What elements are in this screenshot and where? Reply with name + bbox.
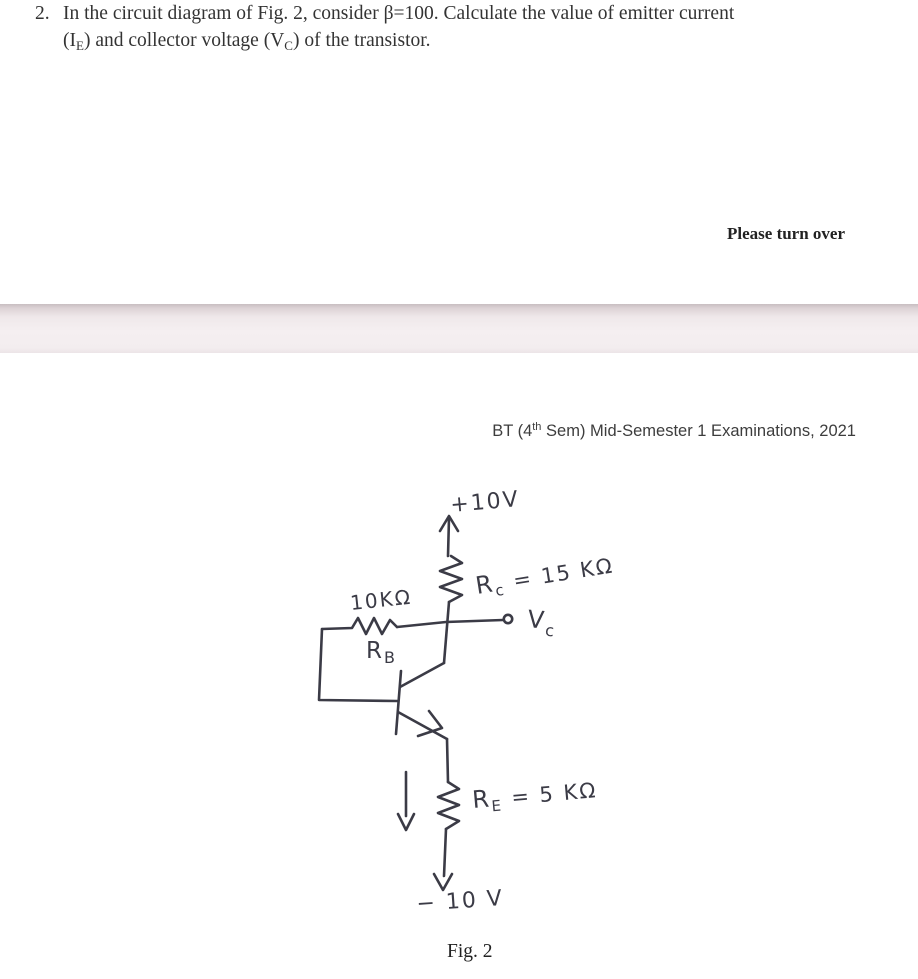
supply-up-arrow-icon	[440, 516, 458, 556]
vc-terminal	[504, 615, 512, 623]
transistor	[396, 663, 447, 739]
re-resistor	[434, 739, 459, 890]
rc-label: Rc = 15 KΩ	[473, 553, 616, 600]
subscript-E: E	[76, 38, 84, 53]
question-line-1: In the circuit diagram of Fig. 2, consider β=100. Calculate the value of emitter current	[63, 3, 735, 24]
superscript-th: th	[532, 421, 542, 433]
rb-resistor	[322, 618, 503, 634]
turn-over-note: Please turn over	[727, 224, 846, 243]
subscript-C: C	[284, 38, 293, 53]
exam-title: BT (4th Sem) Mid-Semester 1 Examinations, 2021	[492, 421, 856, 440]
question-line-2: $(I_E)$ and collector voltage $(V_C)$ of the transistor.	[63, 30, 431, 53]
current-direction-arrow-icon	[398, 772, 414, 830]
rc-resistor	[440, 556, 462, 663]
collector-wire	[400, 663, 444, 687]
supply-bottom-label: − 10 V	[415, 885, 505, 917]
question-number: 2.	[35, 3, 50, 24]
re-label: RE = 5 KΩ	[471, 778, 599, 816]
figure-caption: Fig. 2	[447, 941, 493, 962]
rb-value-label: 10KΩ	[349, 584, 414, 615]
emitter-arrow-icon	[418, 711, 442, 736]
supply-top-label: +10V	[449, 487, 521, 518]
rb-name-label: RB	[366, 638, 397, 667]
vc-label: Vc	[526, 605, 557, 641]
